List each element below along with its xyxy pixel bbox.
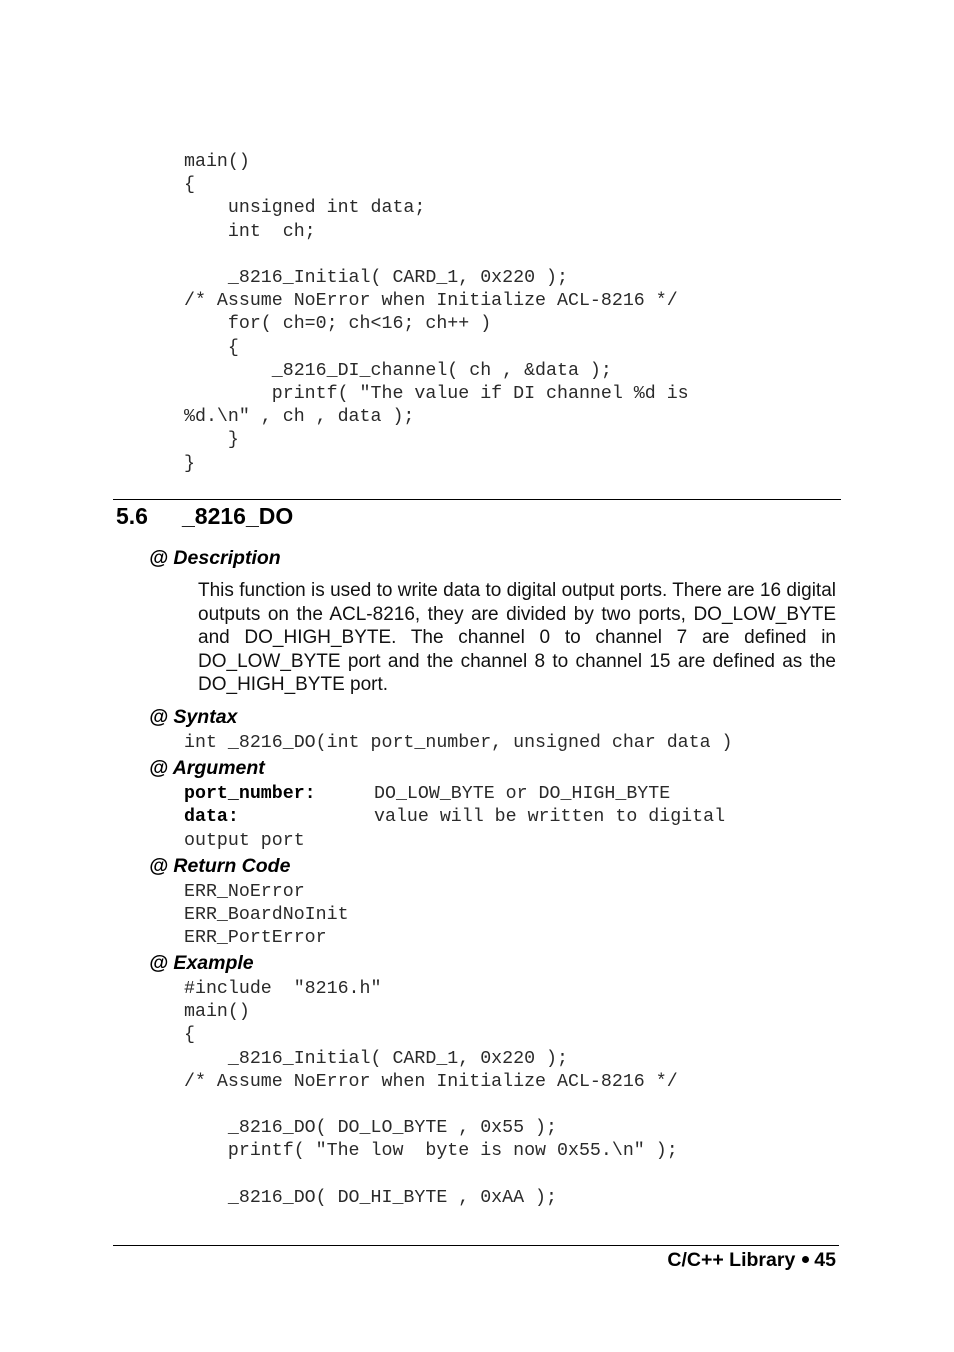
page-footer — [667, 1249, 836, 1272]
argument-row-port-number — [184, 783, 670, 806]
description-label: @ Description — [149, 547, 281, 569]
return-code-item: ERR_BoardNoInit — [184, 905, 349, 926]
code-line — [184, 244, 689, 267]
return-code-item: ERR_PortError — [184, 928, 327, 949]
return-code-item: ERR_NoError — [184, 882, 305, 902]
code-line: %d.\n" , ch , data ); — [184, 407, 415, 428]
code-line: unsigned int data; — [184, 198, 426, 219]
section-divider-top — [113, 499, 841, 500]
code-line: for( ch=0; ch<16; ch++ ) — [184, 314, 492, 335]
code-line: { — [184, 1025, 195, 1046]
description-text: This function is used to write data to digital output ports. There are 16 digital outputs on the ACL-8216, they are divided by two ports, DO_LOW_BYTE and DO_HIGH_BYTE. The channel 0 to channel 7 are defined in DO_LOW_BYTE port and the channel 8 to channel 15 are defined as the DO_HIGH_BYTE port. — [198, 580, 836, 696]
code-listing-top — [184, 151, 689, 476]
code-line: /* Assume NoError when Initialize ACL-8216 */ — [184, 1071, 678, 1092]
syntax-label: @ Syntax — [149, 706, 238, 728]
bullet-icon — [802, 1256, 809, 1263]
return-code-label: @ Return Code — [149, 855, 291, 877]
section-number: 5.6 — [116, 503, 148, 529]
syntax-code: int _8216_DO(int port_number, unsigned char data ) — [184, 733, 733, 753]
code-line: _8216_DO( DO_HI_BYTE , 0xAA ); — [184, 1187, 557, 1208]
page-number: 45 — [814, 1249, 836, 1271]
argument-name: port_number: — [184, 784, 316, 804]
footer-title: C/C++ Library — [667, 1249, 796, 1271]
code-line — [184, 1164, 678, 1187]
code-line — [184, 1094, 678, 1117]
code-line: } — [184, 430, 239, 451]
argument-row-data — [184, 806, 725, 829]
code-line: _8216_DO( DO_LO_BYTE , 0x55 ); — [184, 1118, 557, 1139]
code-line: } — [184, 453, 195, 474]
code-line: _8216_DI_channel( ch , &data ); — [184, 360, 612, 381]
example-label: @ Example — [149, 952, 254, 974]
code-line: _8216_Initial( CARD_1, 0x220 ); — [184, 268, 568, 289]
section-heading — [116, 503, 293, 530]
argument-desc: DO_LOW_BYTE or DO_HIGH_BYTE — [374, 784, 671, 804]
argument-desc-continuation: output port — [184, 831, 305, 851]
argument-label: @ Argument — [149, 757, 265, 779]
code-line: main() — [184, 1002, 250, 1023]
code-line: int ch; — [184, 221, 316, 242]
code-line: { — [184, 337, 239, 358]
code-line: printf( "The low byte is now 0x55.\n" ); — [184, 1141, 678, 1162]
code-line: printf( "The value if DI channel %d is — [184, 384, 689, 405]
code-line: { — [184, 175, 195, 196]
code-listing-example — [184, 978, 678, 1210]
section-title: _8216_DO — [182, 503, 294, 529]
argument-desc: value will be written to digital — [374, 807, 726, 827]
code-line: main() — [184, 152, 250, 172]
code-line: #include "8216.h" — [184, 979, 382, 999]
footer-divider — [113, 1245, 839, 1246]
code-line: /* Assume NoError when Initialize ACL-8216 */ — [184, 291, 678, 312]
argument-name: data: — [184, 807, 239, 827]
code-line: _8216_Initial( CARD_1, 0x220 ); — [184, 1048, 568, 1069]
return-code-list — [184, 881, 349, 951]
